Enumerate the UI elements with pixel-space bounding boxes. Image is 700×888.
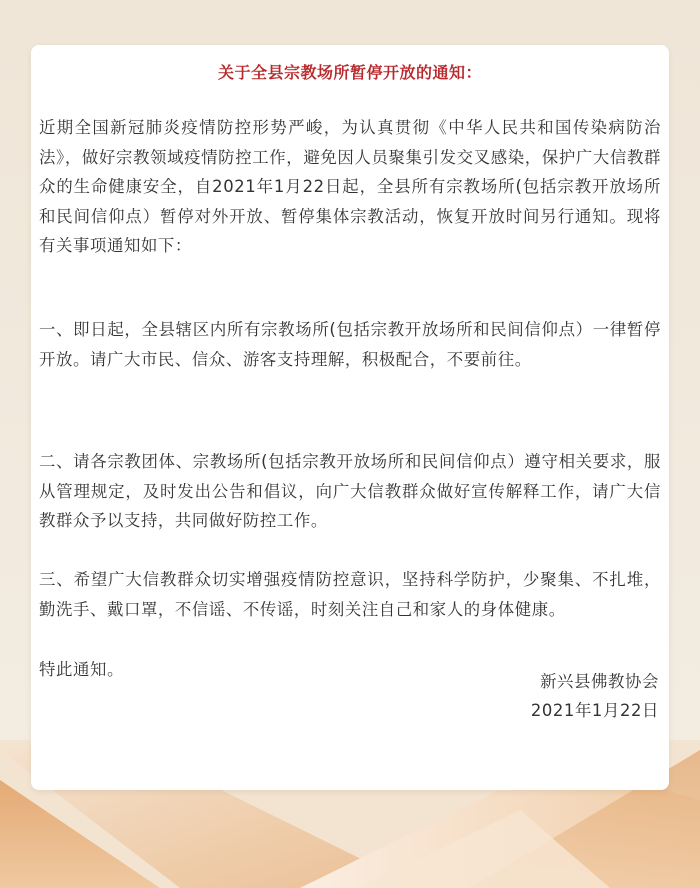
signature-date: 2021年1月22日 <box>530 701 659 720</box>
closing-line: 特此通知。 <box>39 660 124 679</box>
notice-item-1: 一、即日起，全县辖区内所有宗教场所(包括宗教开放场所和民间信仰点）一律暂停开放。请广大市民、信众、游客支持理解，积极配合，不要前往。 <box>39 320 661 369</box>
notice-item-2: 二、请各宗教团体、宗教场所(包括宗教开放场所和民间信仰点）遵守相关要求，服从管理规定，及时发出公告和倡议，向广大信教群众做好宣传解释工作，请广大信教群众予以支持，共同做好防控工作。 <box>39 452 661 530</box>
signature-organization: 新兴县佛教协会 <box>540 672 659 691</box>
intro-paragraph: 近期全国新冠肺炎疫情防控形势严峻，为认真贯彻《中华人民共和国传染病防治法》，做好宗教领域疫情防控工作，避免因人员聚集引发交叉感染，保护广大信教群众的生命健康安全，自2021年1月22日起，全县所有宗教场所(包括宗教开放场所和民间信仰点）暂停对外开放、暂停集体宗教活动，恢复开放时间另行通知。现将有关事项通知如下： <box>39 118 661 255</box>
notice-card <box>31 45 669 790</box>
notice-title: 关于全县宗教场所暂停开放的通知： <box>217 63 482 82</box>
notice-item-3: 三、希望广大信教群众切实增强疫情防控意识，坚持科学防护，少聚集、不扎堆，勤洗手、戴口罩，不信谣、不传谣，时刻关注自己和家人的身体健康。 <box>39 570 661 619</box>
